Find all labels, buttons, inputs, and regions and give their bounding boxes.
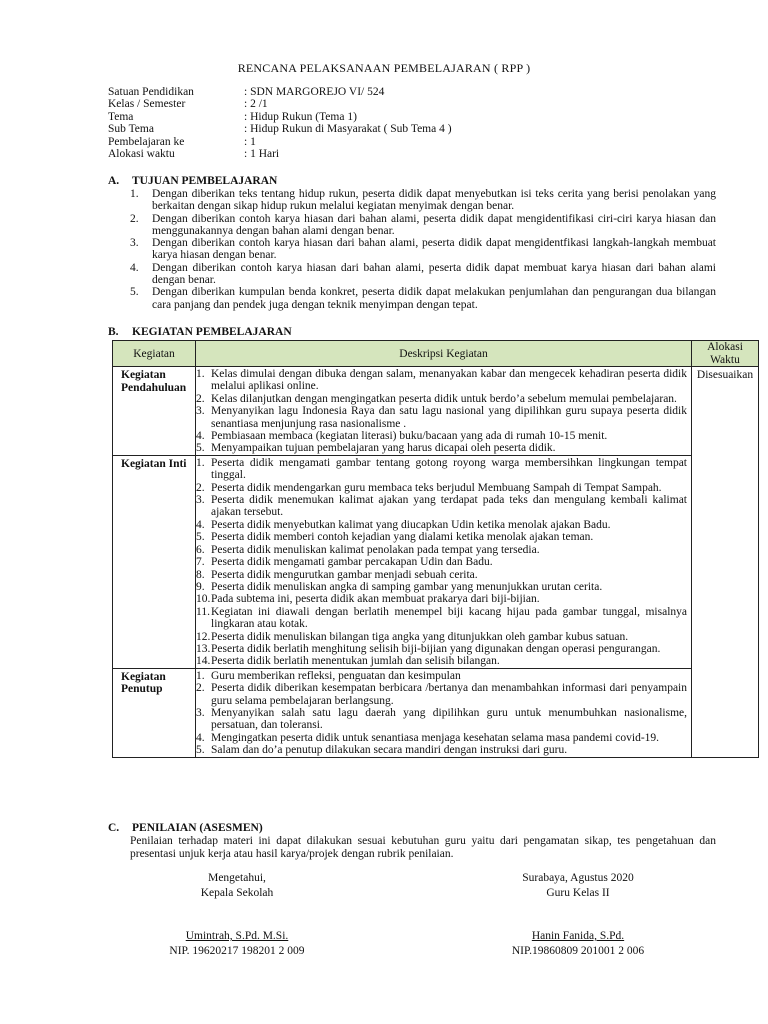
section-number: B. [108, 326, 119, 338]
step-number: 4. [196, 731, 205, 744]
step-item [196, 457, 687, 482]
signature-left-block [137, 871, 337, 901]
item-number: 5. [130, 286, 139, 299]
step-number: 4. [196, 518, 205, 531]
step-text: Mengingatkan peserta didik untuk senantiasa menjaga kesehatan selama masa pandemi covid-19. [211, 731, 660, 744]
step-item [196, 405, 687, 430]
step-text: Peserta didik mengamati gambar tentang gotong royong warga membersihkan lingkungan tempat tinggal. [211, 456, 687, 482]
step-number: 8. [196, 568, 205, 581]
step-number: 12. [196, 630, 211, 643]
step-item [196, 643, 687, 655]
activities-table [112, 340, 759, 758]
step-text: Salam dan do’a penutup dilakukan secara mandiri dengan instruksi dari guru. [211, 744, 568, 757]
section-a-heading [108, 175, 277, 187]
step-item [196, 494, 687, 519]
step-text: Peserta didik menuliskan kalimat penolakan pada tempat yang tersedia. [211, 543, 540, 556]
phase-steps [196, 455, 692, 668]
step-number: 9. [196, 580, 205, 593]
section-b-heading [108, 326, 292, 338]
step-text: Kelas dimulai dengan dibuka dengan salam, menanyakan kabar dan mengecek kehadiran peserta didik melalui aplikasi online. [211, 368, 687, 393]
item-number: 4. [130, 261, 139, 274]
step-item [196, 556, 687, 568]
step-text: Peserta didik mengurutkan gambar menjadi sebuah cerita. [211, 568, 478, 581]
header-kegiatan: Kegiatan [113, 341, 196, 367]
item-text: Dengan diberikan contoh karya hiasan dari bahan alami, peserta didik dapat mengidentfikasi langkah-langkah membuat karya hiasan dengan benar. [152, 237, 716, 262]
step-number: 5. [196, 531, 205, 544]
step-text: Pada subtema ini, peserta didik akan membuat prakarya dari biji-bijian. [211, 593, 540, 606]
step-item [196, 593, 687, 605]
document-title: RENCANA PELAKSANAAN PEMBELAJARAN ( RPP ) [237, 61, 531, 75]
identity-value: : 1 [244, 135, 256, 148]
signature-line: Surabaya, Agustus 2020 [522, 872, 634, 884]
objective-item [130, 237, 716, 262]
identity-label: Pembelajaran ke [108, 135, 185, 148]
step-number: 14. [196, 655, 211, 668]
step-number: 2. [196, 682, 205, 695]
item-text: Dengan diberikan contoh karya hiasan dari bahan alami, peserta didik dapat mengidentifikasi ciri-ciri karya hiasan dan menggunakannya dengan bahan alami dengan benar. [152, 212, 716, 237]
step-text: Peserta didik berlatih menentukan jumlah dan selisih bilangan. [211, 655, 500, 668]
item-text: Dengan diberikan contoh karya hiasan dari bahan alami, peserta didik dapat membuat karya hiasan dari bahan alami dengan benar. [152, 261, 716, 287]
objective-item [130, 188, 716, 213]
table-row [113, 455, 759, 668]
table-row [113, 668, 759, 757]
step-item [196, 655, 687, 667]
step-item [196, 682, 687, 707]
step-item [196, 569, 687, 581]
identity-label: Kelas / Semester [108, 98, 186, 111]
header-alokasi: Alokasi Waktu [692, 341, 759, 367]
phase-label: Kegiatan Pendahuluan [113, 367, 196, 456]
identity-row [108, 136, 708, 148]
objective-item [130, 262, 716, 287]
section-number: C. [108, 822, 120, 834]
item-text: Dengan diberikan teks tentang hidup rukun, peserta didik dapat menyebutkan isi teks cerita yang berisi penolakan yang berkaitan dengan sikap hidup rukun melalui kegiatan menyimak dengan benar. [152, 188, 716, 213]
step-item [196, 368, 687, 393]
signature-role: Kepala Sekolah [200, 887, 274, 899]
step-number: 3. [196, 405, 205, 418]
identity-value: : 2 /1 [244, 98, 268, 111]
signature-left-name-block [122, 929, 352, 959]
phase-steps [196, 367, 692, 456]
item-number: 2. [130, 212, 139, 225]
signatory-nip: NIP.19860809 201001 2 006 [511, 945, 645, 957]
step-number: 3. [196, 706, 205, 719]
identity-row [108, 98, 708, 110]
objective-item [130, 286, 716, 311]
step-text: Pembiasaan membaca (kegiatan literasi) buku/bacaan yang ada di rumah 10-15 menit. [211, 430, 608, 443]
identity-label: Tema [108, 110, 134, 123]
step-item [196, 519, 687, 531]
step-text: Peserta didik berlatih menghitung selisih biji-bijian yang digunakan dengan operasi pengurangan. [211, 642, 661, 655]
step-item [196, 531, 687, 543]
section-c-heading [108, 822, 263, 834]
phase-steps [196, 668, 692, 757]
identity-value: : SDN MARGOREJO VI/ 524 [244, 86, 385, 98]
signature-role: Guru Kelas II [546, 887, 610, 899]
identity-row [108, 148, 708, 160]
step-item [196, 442, 687, 454]
phase-label: Kegiatan Penutup [113, 668, 196, 757]
identity-label: Sub Tema [108, 123, 154, 136]
step-number: 1. [196, 368, 205, 380]
objective-item [130, 213, 716, 238]
signature-right-name-block [463, 929, 693, 959]
section-number: A. [108, 175, 120, 187]
step-text: Menyampaikan tujuan pembelajaran yang harus dicapai oleh peserta didik. [211, 442, 556, 455]
step-text: Peserta didik mengamati gambar percakapan Udin dan Badu. [211, 556, 493, 569]
step-number: 4. [196, 430, 205, 443]
phase-label: Kegiatan Inti [113, 455, 196, 668]
step-text: Peserta didik menemukan kalimat ajakan yang terdapat pada teks dan mengulang kembali kalimat ajakan tersebut. [211, 494, 687, 519]
step-item [196, 631, 687, 643]
step-number: 13. [196, 642, 211, 655]
step-number: 1. [196, 669, 205, 682]
signatory-nip: NIP. 19620217 198201 2 009 [169, 945, 305, 957]
step-text: Kegiatan ini diawali dengan berlatih menempel biji kacang hijau pada gambar tunggal, misalnya lingkaran atau kotak. [211, 605, 687, 631]
step-text: Peserta didik menyebutkan kalimat yang diucapkan Udin ketika menolak ajakan Badu. [211, 518, 611, 531]
signatory-name: Hanin Fanida, S.Pd. [531, 930, 625, 942]
identity-label: Satuan Pendidikan [108, 86, 194, 98]
step-text: Peserta didik memberi contoh kejadian yang dialami ketika menolak ajakan teman. [211, 531, 594, 544]
step-text: Peserta didik menuliskan bilangan tiga angka yang ditunjukkan oleh gambar kubus satuan. [211, 630, 629, 643]
step-item [196, 732, 687, 744]
step-text: Guru memberikan refleksi, penguatan dan kesimpulan [211, 669, 461, 682]
identity-row [108, 86, 708, 98]
section-title: PENILAIAN (ASESMEN) [132, 822, 263, 834]
identity-value: : Hidup Rukun (Tema 1) [244, 110, 357, 123]
step-item [196, 670, 687, 682]
step-number: 7. [196, 556, 205, 569]
step-number: 11. [196, 605, 210, 618]
signature-right-block [478, 871, 678, 901]
step-item [196, 707, 687, 732]
step-number: 3. [196, 494, 205, 507]
step-text: Menyanyikan salah satu lagu daerah yang dipilihkan guru untuk menumbuhkan nasionalisme, persatuan, dan toleransi. [211, 706, 687, 732]
header-deskripsi: Deskripsi Kegiatan [196, 341, 692, 367]
step-number: 5. [196, 744, 205, 757]
signature-line: Mengetahui, [208, 872, 266, 884]
step-text: Peserta didik mendengarkan guru membaca teks berjudul Membuang Sampah di Tempat Sampah. [211, 481, 662, 494]
alokasi-value: Disesuaikan [692, 367, 759, 758]
item-number: 3. [130, 237, 139, 250]
step-number: 2. [196, 481, 205, 494]
identity-row [108, 111, 708, 123]
step-number: 2. [196, 392, 205, 405]
section-title: KEGIATAN PEMBELAJARAN [132, 326, 292, 338]
step-item [196, 606, 687, 631]
step-text: Peserta didik menuliskan angka di samping gambar yang menunjukkan urutan cerita. [211, 580, 603, 593]
objectives-list [130, 188, 716, 311]
item-text: Dengan diberikan kumpulan benda konkret, peserta didik dapat melakukan penjumlahan dan pengurangan dua bilangan cara panjang dan pendek juga dengan teknik menyimpan dengan tepat. [152, 286, 716, 311]
table-row [113, 367, 759, 456]
step-number: 6. [196, 543, 205, 556]
step-item [196, 393, 687, 405]
identity-block [108, 86, 708, 160]
item-number: 1. [130, 188, 139, 200]
identity-value: : 1 Hari [244, 147, 280, 160]
step-number: 5. [196, 442, 205, 455]
identity-label: Alokasi waktu [108, 147, 175, 160]
step-number: 1. [196, 456, 205, 469]
identity-value: : Hidup Rukun di Masyarakat ( Sub Tema 4 ) [244, 123, 452, 136]
assessment-text: Penilaian terhadap materi ini dapat dilakukan sesuai kebutuhan guru yaitu dari pengamatan sikap, tes pengetahuan dan presentasi unjuk kerja atau hasil karya/projek dengan rubrik penilaian. [130, 835, 716, 860]
step-text: Menyanyikan lagu Indonesia Raya dan satu lagu nasional yang dipilihkan guru supaya peserta didik senantiasa menjunjung rasa nasionalisme . [211, 405, 687, 430]
step-item [196, 482, 687, 494]
step-item [196, 430, 687, 442]
step-number: 10. [196, 593, 211, 606]
step-item [196, 544, 687, 556]
identity-row [108, 123, 708, 135]
step-text: Peserta didik diberikan kesempatan berbicara /bertanya dan menambahkan informasi dari penyampain guru selama pembelajaran berlangsung. [211, 682, 687, 707]
step-text: Kelas dilanjutkan dengan mengingatkan peserta didik untuk berdo’a sebelum memulai pembelajaran. [211, 392, 677, 405]
signatory-name: Umintrah, S.Pd. M.Si. [185, 930, 289, 942]
step-item [196, 581, 687, 593]
section-title: TUJUAN PEMBELAJARAN [132, 175, 278, 187]
step-item [196, 744, 687, 756]
table-header-row [113, 341, 759, 367]
